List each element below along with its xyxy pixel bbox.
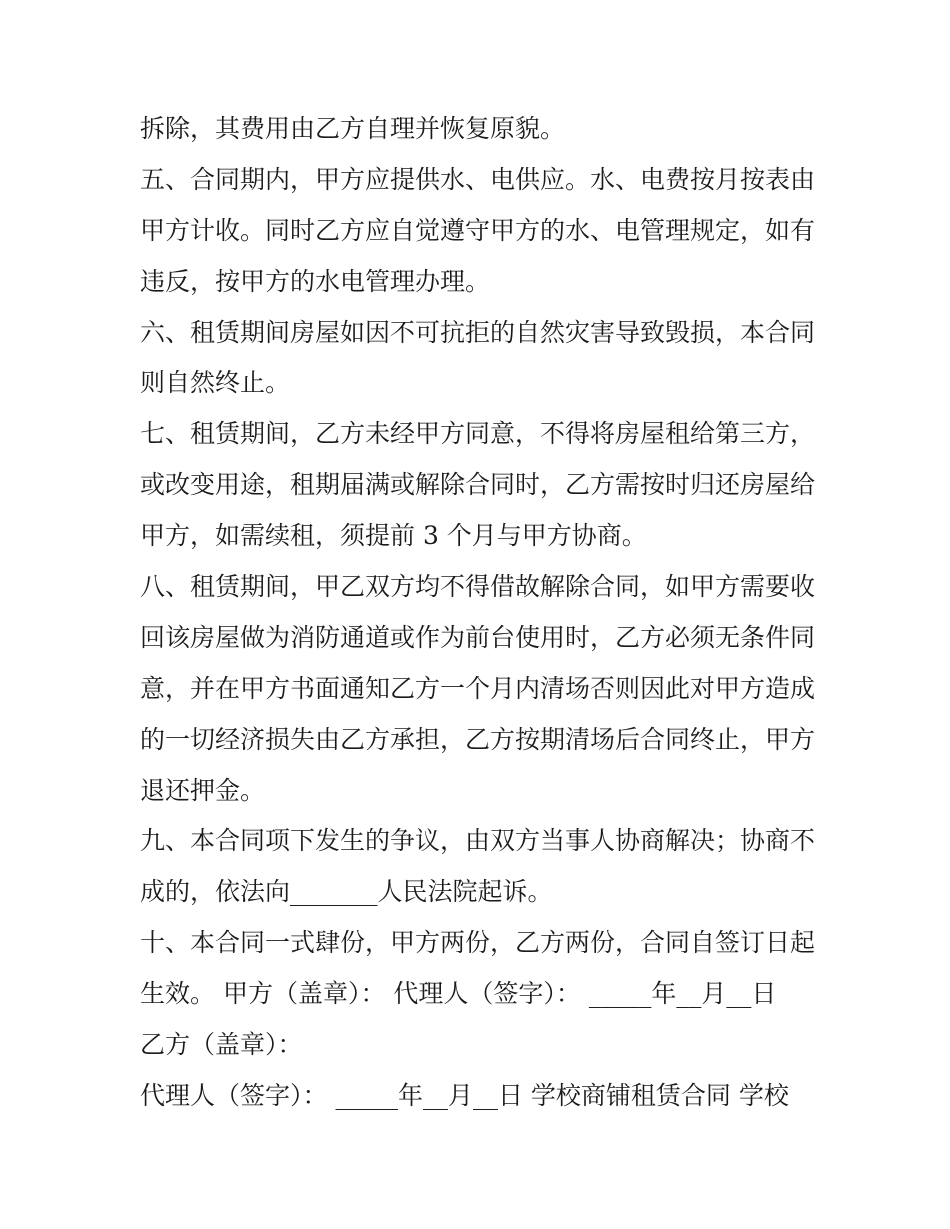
- text-line: 甲方，如需续租，须提前 3 个月与甲方协商。: [140, 521, 647, 551]
- text-line: 五、合同期内，甲方应提供水、电供应。水、电费按月按表由: [140, 164, 816, 194]
- text-line: 九、本合同项下发生的争议，由双方当事人协商解决；协商不: [140, 826, 816, 856]
- text-line: 则自然终止。: [140, 368, 291, 398]
- text-line: 六、租赁期间房屋如因不可抗拒的自然灾害导致毁损，本合同: [140, 317, 816, 347]
- text-line: 的一切经济损失由乙方承担，乙方按期清场后合同终止，甲方: [140, 724, 816, 754]
- text-line: 回该房屋做为消防通道或作为前台使用时，乙方必须无条件同: [140, 622, 816, 652]
- text-line: 退还押金。: [140, 775, 266, 805]
- text-line: 八、租赁期间，甲乙双方均不得借故解除合同，如甲方需要收: [140, 572, 816, 602]
- text-line: 生效。 甲方（盖章）： 代理人（签字）： _____年__月__日: [140, 979, 777, 1009]
- text-line: 违反，按甲方的水电管理办理。: [140, 266, 491, 296]
- text-line: 七、租赁期间，乙方未经甲方同意，不得将房屋租给第三方，: [140, 419, 816, 449]
- contract-text: [140, 104, 830, 1122]
- text-line: 或改变用途，租期届满或解除合同时，乙方需按时归还房屋给: [140, 470, 816, 500]
- text-line: 甲方计收。同时乙方应自觉遵守甲方的水、电管理规定，如有: [140, 215, 816, 245]
- text-line: 代理人（签字）： _____年__月__日 学校商铺租赁合同 学校: [140, 1080, 789, 1110]
- text-line: 意，并在甲方书面通知乙方一个月内清场否则因此对甲方造成: [140, 673, 816, 703]
- text-line: 拆除，其费用由乙方自理并恢复原貌。: [140, 114, 566, 143]
- text-line: 成的，依法向_______人民法院起诉。: [140, 877, 553, 907]
- text-line: 十、本合同一式肆份，甲方两份，乙方两份，合同自签订日起: [140, 928, 816, 958]
- text-line: 乙方（盖章）：: [140, 1030, 303, 1060]
